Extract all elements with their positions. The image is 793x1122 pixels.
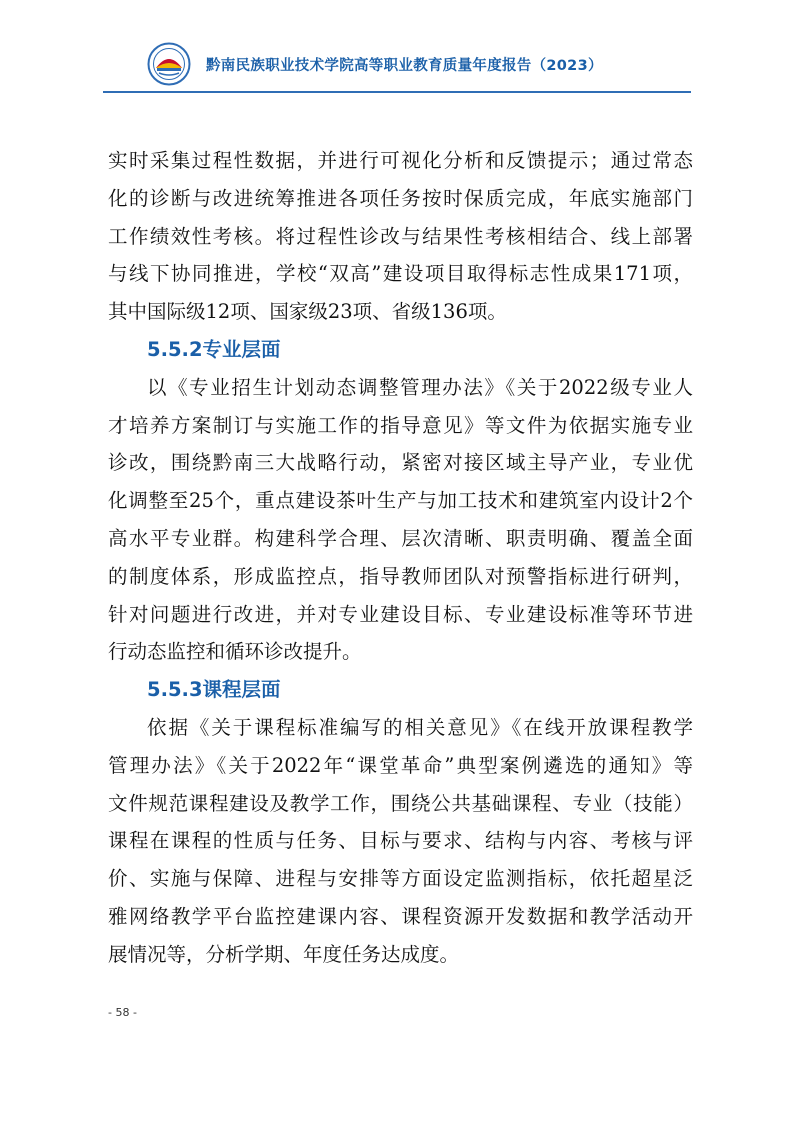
header-title: 黔南民族职业技术学院高等职业教育质量年度报告（2023） (206, 58, 603, 74)
paragraph-line: 针对问题进行改进，并对专业建设目标、专业建设标准等环节进 (108, 602, 693, 626)
paragraph-line: 化的诊断与改进统筹推进各项任务按时保质完成，年底实施部门 (108, 186, 693, 210)
paragraph-line: 雅网络教学平台监控建课内容、课程资源开发数据和教学活动开 (108, 904, 693, 928)
school-seal-logo-icon (147, 42, 191, 86)
paragraph-line: 行动态监控和循环诊改提升。 (108, 640, 362, 664)
paragraph-line: 高水平专业群。构建科学合理、层次清晰、职责明确、覆盖全面 (108, 526, 693, 550)
paragraph-line: 实时采集过程性数据，并进行可视化分析和反馈提示；通过常态 (108, 149, 693, 172)
paragraph-line: 以《专业招生计划动态调整管理办法》《关于2022级专业人 (147, 375, 693, 399)
page-number: - 58 - (108, 1006, 137, 1019)
paragraph-line: 依据《关于课程标准编写的相关意见》《在线开放课程教学 (147, 715, 693, 739)
body-text (108, 142, 693, 974)
section-heading-5-5-3: 5.5.3课程层面 (147, 678, 281, 702)
paragraph-line: 课程在课程的性质与任务、目标与要求、结构与内容、考核与评 (108, 829, 693, 853)
paragraph-line: 文件规范课程建设及教学工作，围绕公共基础课程、专业（技能） (108, 791, 693, 815)
paragraph-line: 管理办法》《关于2022年“课堂革命”典型案例遴选的通知》等 (108, 753, 693, 777)
paragraph-line: 价、实施与保障、进程与安排等方面设定监测指标，依托超星泛 (108, 867, 693, 891)
paragraph-line: 才培养方案制订与实施工作的指导意见》等文件为依据实施专业 (108, 413, 693, 437)
paragraph-line: 展情况等，分析学期、年度任务达成度。 (108, 942, 460, 966)
section-heading-5-5-2: 5.5.2专业层面 (147, 337, 281, 361)
paragraph-line: 与线下协同推进，学校“双高”建设项目取得标志性成果171项， (108, 262, 693, 286)
paragraph-line: 其中国际级12项、国家级23项、省级136项。 (108, 300, 507, 324)
page-header (0, 40, 793, 92)
paragraph-line: 的制度体系，形成监控点，指导教师团队对预警指标进行研判， (108, 564, 693, 588)
header-divider (103, 91, 691, 93)
paragraph-line: 工作绩效性考核。将过程性诊改与结果性考核相结合、线上部署 (108, 224, 693, 248)
paragraph-line: 化调整至25个，重点建设茶叶生产与加工技术和建筑室内设计2个 (108, 489, 693, 513)
paragraph-line: 诊改，围绕黔南三大战略行动，紧密对接区域主导产业，专业优 (108, 451, 693, 475)
